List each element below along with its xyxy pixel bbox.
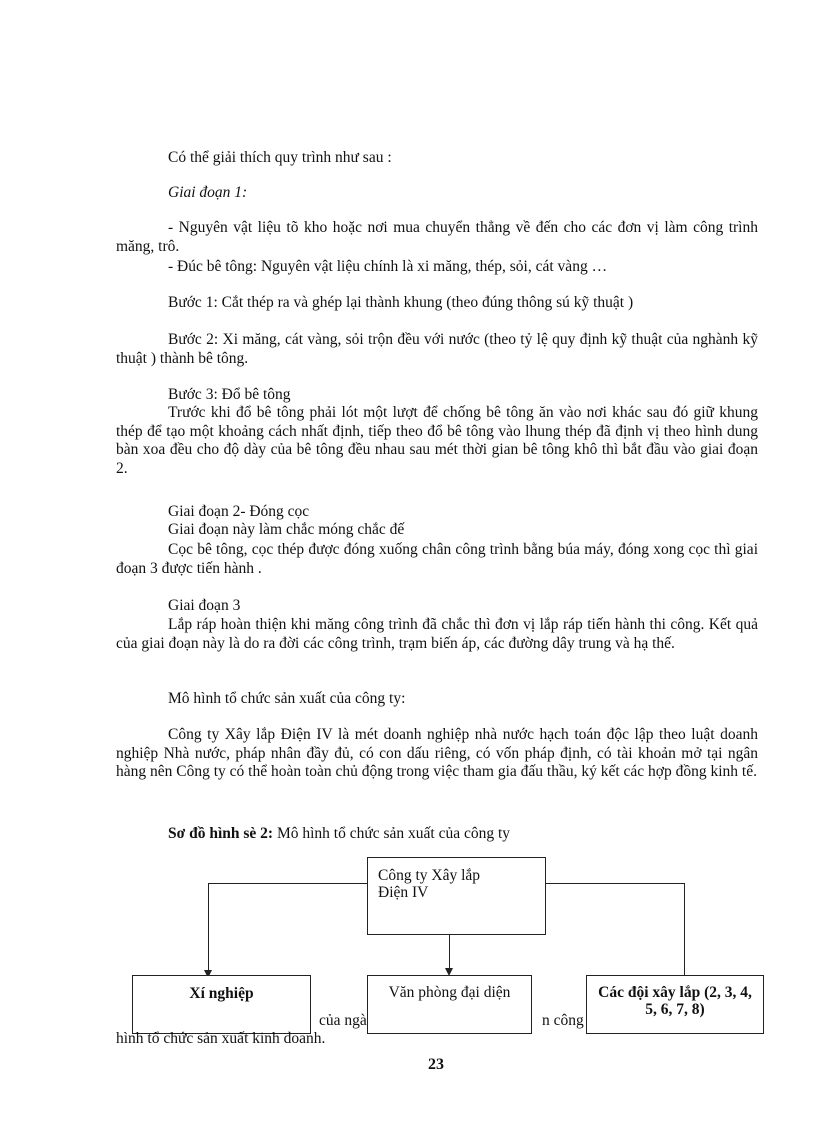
diagram-caption-label: Sơ đồ hình sè 2: [168, 825, 274, 842]
partial-text-fragment-2: n công [542, 1012, 584, 1029]
model-heading: Mô hình tổ chức sản xuất của công ty: [168, 690, 406, 707]
stage1-paragraph-1: - Nguyên vật liệu tõ kho hoặc nơi mua chuyển thẳng về đến cho các đơn vị làm công trình măng, trô. [116, 219, 758, 255]
intro-line: Có thể giải thích quy trình như sau : [168, 149, 392, 166]
representative-office-label: Văn phòng đại diện [388, 984, 511, 1001]
connector-left-horizontal [208, 883, 368, 884]
page-number: 23 [428, 1056, 444, 1073]
step-2: Bước 2: Xi măng, cát vàng, sỏi trộn đều với nước (theo tỷ lệ quy định kỹ thuật của nghành kỹ thuật ) thành bê tông. [116, 331, 758, 367]
stage2-title: Giai đoạn 2- Đóng cọc [168, 503, 310, 520]
company-box [367, 857, 546, 935]
connector-right-horizontal [545, 883, 685, 884]
step-3-title: Bước 3: Đổ bê tông [168, 386, 291, 403]
construction-teams-box [586, 975, 764, 1034]
diagram-caption-text: Mô hình tổ chức sản xuất của công ty [273, 825, 511, 842]
enterprise-box [132, 975, 311, 1034]
partial-text-fragment-1: của ngà [319, 1012, 367, 1029]
stage3-body: Lắp ráp hoàn thiện khi măng công trình đã chắc thì đơn vị lắp ráp tiến hành thi công. Kết quả của giai đoạn này là do ra đời các công trình, trạm biến áp, các đường dây trung và hạ thế. [116, 616, 758, 652]
stage2-body: Cọc bê tông, cọc thép được đóng xuống chân công trình bằng búa máy, đóng xong cọc thì giai đoạn 3 được tiến hành . [116, 541, 758, 577]
representative-office-box [367, 975, 532, 1034]
connector-left-vertical [208, 883, 209, 975]
enterprise-box-label: Xí nghiệp [189, 985, 254, 1002]
stage1-heading: Giai đoạn 1: [168, 184, 248, 201]
connector-center-vertical [449, 934, 450, 972]
construction-teams-label: Các đội xây lắp (2, 3, 4, 5, 6, 7, 8) [598, 984, 752, 1018]
company-paragraph: Công ty Xây lắp Điện IV là mét doanh nghiệp nhà nước hạch toán độc lập theo luật doanh nghiệp Nhà nước, pháp nhân đầy đủ, có con dấu riêng, có vốn pháp định, có tài khoản mở tại ngân hàng nên Công ty có thể hoàn toàn chủ động trong việc tham gia đấu thầu, ký kết các hợp đồng kinh tế. [116, 726, 758, 780]
diagram-caption [168, 825, 510, 843]
stage3-title: Giai đoạn 3 [168, 597, 241, 614]
bottom-line: hình tổ chức sản xuất kinh doanh. [116, 1030, 326, 1047]
step-1: Bước 1: Cắt thép ra và ghép lại thành khung (theo đúng thông sú kỹ thuật ) [168, 294, 634, 311]
stage2-line-1: Giai đoạn này làm chắc móng chắc đế [168, 521, 405, 538]
connector-right-vertical [684, 883, 685, 983]
step-3-body: Trước khi đổ bê tông phải lót một lượt để chống bê tông ăn vào nơi khác sau đó giữ khung thép để tạo một khoảng cách nhất định, tiếp theo đổ bê tông vào lhung thép đã định vị theo hình dung bàn xoa đều cho độ dày của bê tông đều nhau sau mét thời gian bê tông khô thì bắt đầu vào giai đoạn 2. [116, 404, 758, 477]
company-box-label: Công ty Xây lắp Điện IV [378, 867, 481, 901]
stage1-paragraph-2: - Đúc bê tông: Nguyên vật liệu chính là xi măng, thép, sỏi, cát vàng … [168, 258, 608, 275]
